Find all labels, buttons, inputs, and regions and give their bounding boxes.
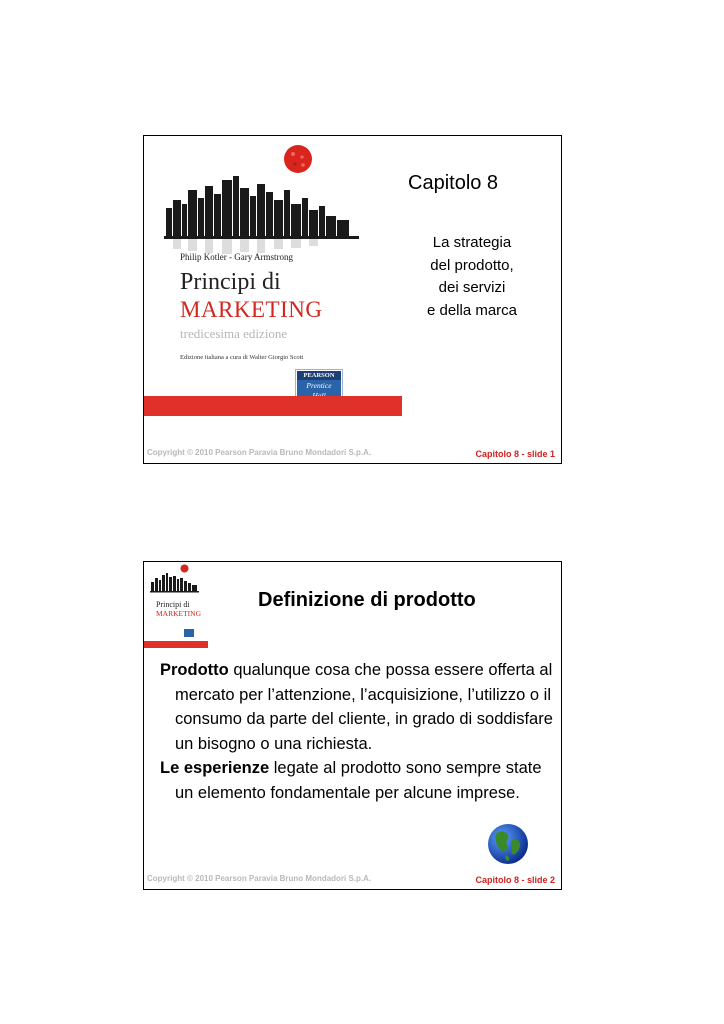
globe-icon xyxy=(486,822,530,866)
slide-1 xyxy=(143,135,562,464)
term-prodotto: Prodotto xyxy=(160,661,229,679)
experience-paragraph xyxy=(160,756,560,805)
mini-book-title-line1: Principi di xyxy=(156,600,190,609)
book-title-line2: MARKETING xyxy=(180,297,323,322)
mini-book-cover xyxy=(144,562,208,648)
slide-number-footer: Capitolo 8 - slide 2 xyxy=(475,875,555,885)
slide-title: Capitolo 8 xyxy=(408,172,499,194)
experience-text: legate al prodotto sono sempre state un elemento fondamentale per alcune imprese. xyxy=(175,759,542,802)
definition-paragraph xyxy=(160,658,560,756)
mini-pearson-logo xyxy=(184,629,194,637)
slide-subtitle xyxy=(402,232,542,322)
definition-text: qualunque cosa che possa essere offerta al mercato per l’attenzione, l’acquisizione, l’utilizzo o il consumo da parte del cliente, in grado di soddisfare un bisogno o una richiesta. xyxy=(175,661,553,753)
cover-red-band xyxy=(144,641,208,648)
subtitle-line: del prodotto, xyxy=(430,256,514,274)
book-cover xyxy=(144,136,402,416)
book-editor-note: Edizione italiana a cura di Walter Giorgio Scott xyxy=(180,354,304,361)
subtitle-line: dei servizi xyxy=(438,279,506,296)
copyright-footer: Copyright © 2010 Pearson Paravia Bruno Mondadori S.p.A. xyxy=(147,448,372,457)
city-skyline-icon xyxy=(150,572,202,596)
book-authors: Philip Kotler - Gary Armstrong xyxy=(180,252,293,262)
copyright-footer: Copyright © 2010 Pearson Paravia Bruno Mondadori S.p.A. xyxy=(147,874,372,883)
slide-body xyxy=(160,658,560,805)
pearson-logo-line1: Prentice xyxy=(306,381,332,390)
slide-2 xyxy=(143,561,562,890)
slide-number-footer: Capitolo 8 - slide 1 xyxy=(475,449,555,459)
term-esperienze: Le esperienze xyxy=(160,759,270,777)
subtitle-line: e della marca xyxy=(426,301,518,319)
pearson-logo-top: PEARSON xyxy=(297,371,341,380)
city-skyline-icon xyxy=(164,170,364,254)
cover-red-band xyxy=(144,396,402,416)
slide-title: Definizione di prodotto xyxy=(258,589,476,611)
book-edition: tredicesima edizione xyxy=(180,326,288,341)
book-title-line1: Principi di xyxy=(180,269,281,295)
mini-book-title-line2: MARKETING xyxy=(156,609,201,618)
subtitle-line: La strategia xyxy=(432,234,512,251)
